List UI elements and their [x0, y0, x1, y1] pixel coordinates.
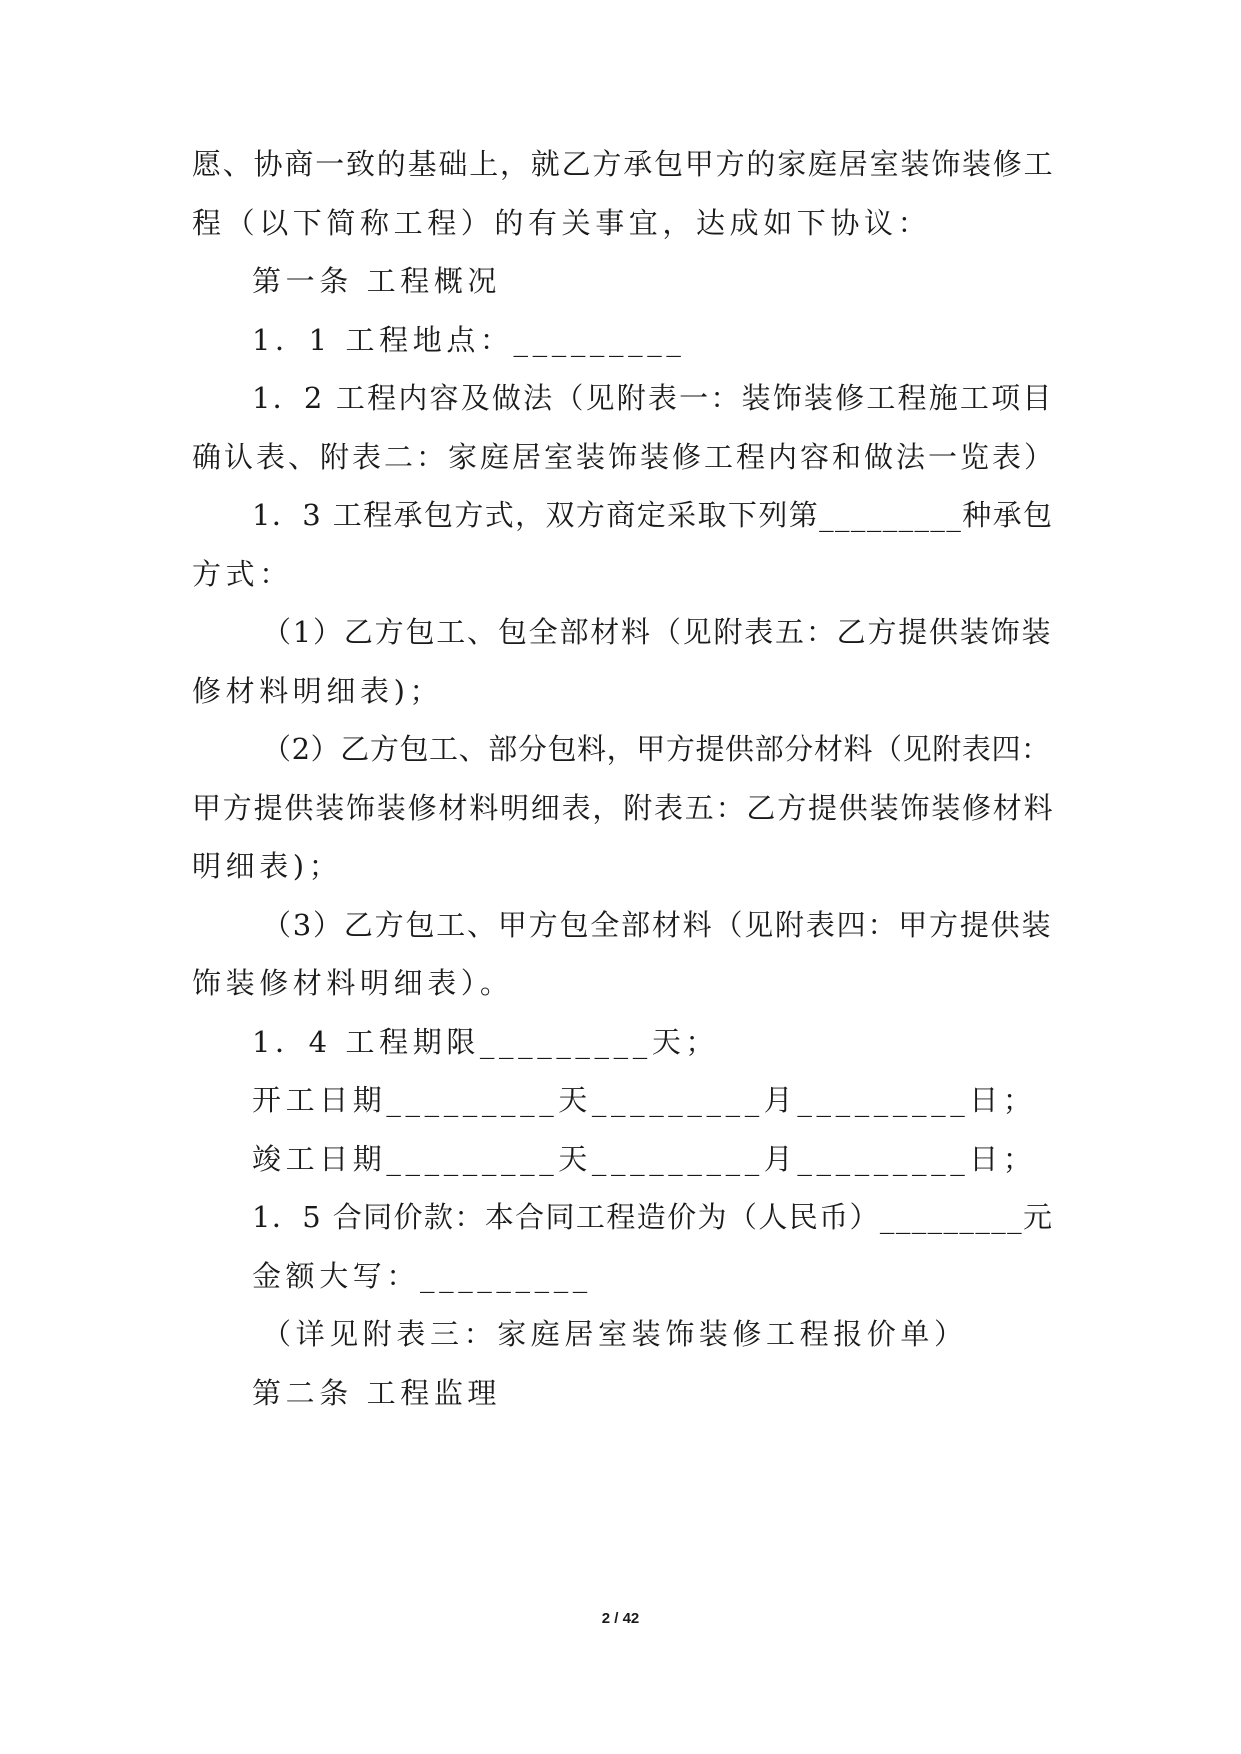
- paragraph-line: 1．2 工程内容及做法（见附表一：装饰装修工程施工项目: [252, 381, 1054, 415]
- paragraph-line: 程（以下简称工程）的有关事宜，达成如下协议：: [192, 206, 932, 240]
- paragraph-line: （2）乙方包工、部分包料，甲方提供部分材料（见附表四：: [262, 732, 1051, 766]
- paragraph-line: 开工日期_________天_________月_________日；: [252, 1083, 1037, 1117]
- paragraph-line: 确认表、附表二：家庭居室装饰装修工程内容和做法一览表）: [192, 440, 1057, 474]
- paragraph-line: 明细表)；: [192, 849, 343, 883]
- paragraph-line: 方式：: [192, 557, 293, 591]
- paragraph-line: 1．4 工程期限_________天；: [252, 1025, 720, 1059]
- paragraph-line: 愿、协商一致的基础上，就乙方承包甲方的家庭居室装饰装修工: [192, 147, 1055, 181]
- section-heading: 第一条 工程概况: [252, 264, 502, 298]
- paragraph-line: 1．5 合同价款：本合同工程造价为（人民币）_________元: [252, 1200, 1054, 1234]
- paragraph-line: （1）乙方包工、包全部材料（见附表五：乙方提供装饰装: [262, 615, 1053, 649]
- paragraph-line: 1．1 工程地点：_________: [252, 323, 686, 357]
- paragraph-line: 金额大写：_________: [252, 1259, 592, 1293]
- paragraph-line: 饰装修材料明细表）。: [192, 966, 514, 1000]
- paragraph-line: 1．3 工程承包方式，双方商定采取下列第_________种承包: [252, 498, 1054, 532]
- paragraph-line: （详见附表三：家庭居室装饰装修工程报价单）: [262, 1317, 968, 1351]
- page-number: 2 / 42: [601, 1610, 640, 1627]
- paragraph-line: （3）乙方包工、甲方包全部材料（见附表四：甲方提供装: [262, 908, 1053, 942]
- section-heading: 第二条 工程监理: [252, 1376, 502, 1410]
- paragraph-line: 甲方提供装饰装修材料明细表，附表五：乙方提供装饰装修材料: [192, 791, 1055, 825]
- paragraph-line: 竣工日期_________天_________月_________日；: [252, 1142, 1037, 1176]
- paragraph-line: 修材料明细表)；: [192, 674, 444, 708]
